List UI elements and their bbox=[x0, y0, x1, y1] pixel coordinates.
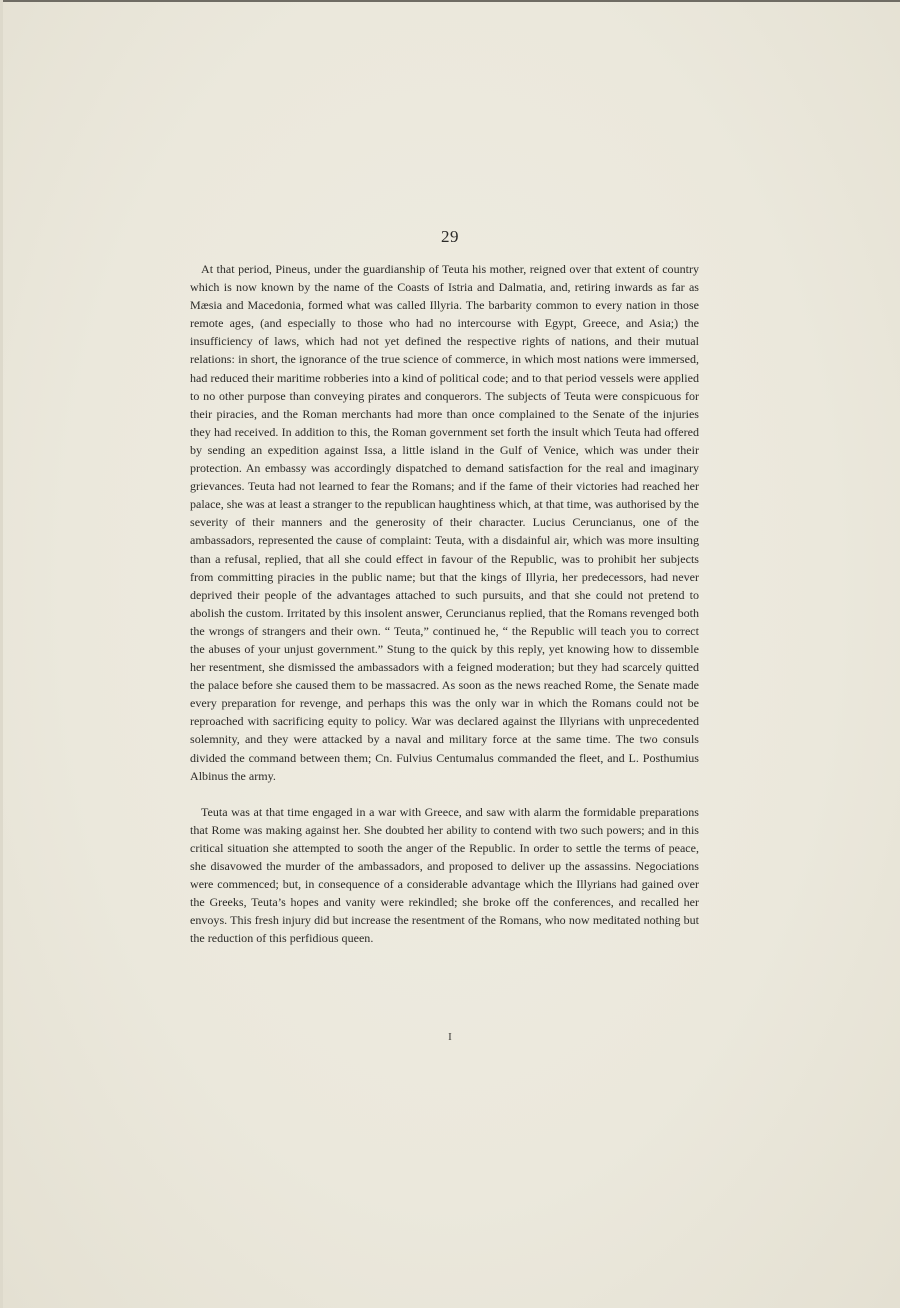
paragraph-2: Teuta was at that time engaged in a war with Greece, and saw with alarm the formidable preparations that Rome was making against her. She doubted her ability to contend with two such powers; and in this critical situation she attempted to sooth the anger of the Republic. In order to settle the terms of peace, she disavowed the murder of the ambassadors, and proposed to deliver up the assassins. Negociations were commenced; but, in consequence of a considerable advantage which the Illyrians had gained over the Greeks, Teuta’s hopes and vanity were rekindled; she broke off the conferences, and recalled her envoys. This fresh injury did but increase the resentment of the Romans, who now meditated nothing but the reduction of this perfidious queen. bbox=[190, 804, 699, 946]
page-number: 29 bbox=[441, 227, 459, 246]
signature-mark: I bbox=[448, 1031, 452, 1043]
body-text bbox=[190, 260, 699, 947]
page-edge-shadow bbox=[0, 0, 3, 1308]
paragraph-1: At that period, Pineus, under the guardianship of Teuta his mother, reigned over that extent of country which is now known by the name of the Coasts of Istria and Dalmatia, and, retiring inwards as far as Mæsia and Macedonia, formed what was called Illyria. The barbarity common to every nation in those remote ages, (and especially to those who had no intercourse with Egypt, Greece, and Asia;) the insufficiency of laws, which had not yet defined the respective rights of nations, and their mutual relations: in short, the ignorance of the true science of commerce, in which most nations were immersed, had reduced their maritime robberies into a kind of political code; and to that period vessels were applied to no other purpose than conveying pirates and conquerors. The subjects of Teuta were conspicuous for their piracies, and the Roman merchants had more than once complained to the Senate of the injuries they had received. In addition to this, the Roman government set forth the insult which Teuta had offered by sending an expedition against Issa, a little island in the Gulf of Venice, which was under their protection. An embassy was accordingly dispatched to demand satisfaction for the real and imaginary grievances. Teuta had not learned to fear the Romans; and if the fame of their victories had reached her palace, she was at least a stranger to the republican haughtiness which, at that time, was authorised by the severity of their manners and the generosity of their character. Lucius Ceruncianus, one of the ambassadors, represented the cause of complaint: Teuta, with a disdainful air, which was more insulting than a refusal, replied, that all she could effect in favour of the Republic, was to prohibit her subjects from committing piracies in the public name; but that the kings of Illyria, her predecessors, had never deprived their people of the advantages attached to such pursuits, and that she could not pretend to abolish the custom. Irritated by this insolent answer, Ceruncianus replied, that the Romans revenged both the wrongs of strangers and their own. “ Teuta,” continued he, “ the Republic will teach you to correct the abuses of your unjust government.” Stung to the quick by this reply, yet knowing how to dissemble her resentment, she dismissed the ambassadors with a feigned moderation; but they had scarcely quitted the palace before she caused them to be massacred. As soon as the news reached Rome, the Senate made every preparation for revenge, and perhaps this was the only war in which the Romans could not be reproached with sacrificing equity to policy. War was declared against the Illyrians with unprecedented solemnity, and they were attacked by a naval and military force at the same time. The two consuls divided the command between them; Cn. Fulvius Centumalus commanded the fleet, and L. Posthumius Albinus the army. bbox=[190, 262, 699, 783]
top-border-rule bbox=[0, 0, 900, 2]
